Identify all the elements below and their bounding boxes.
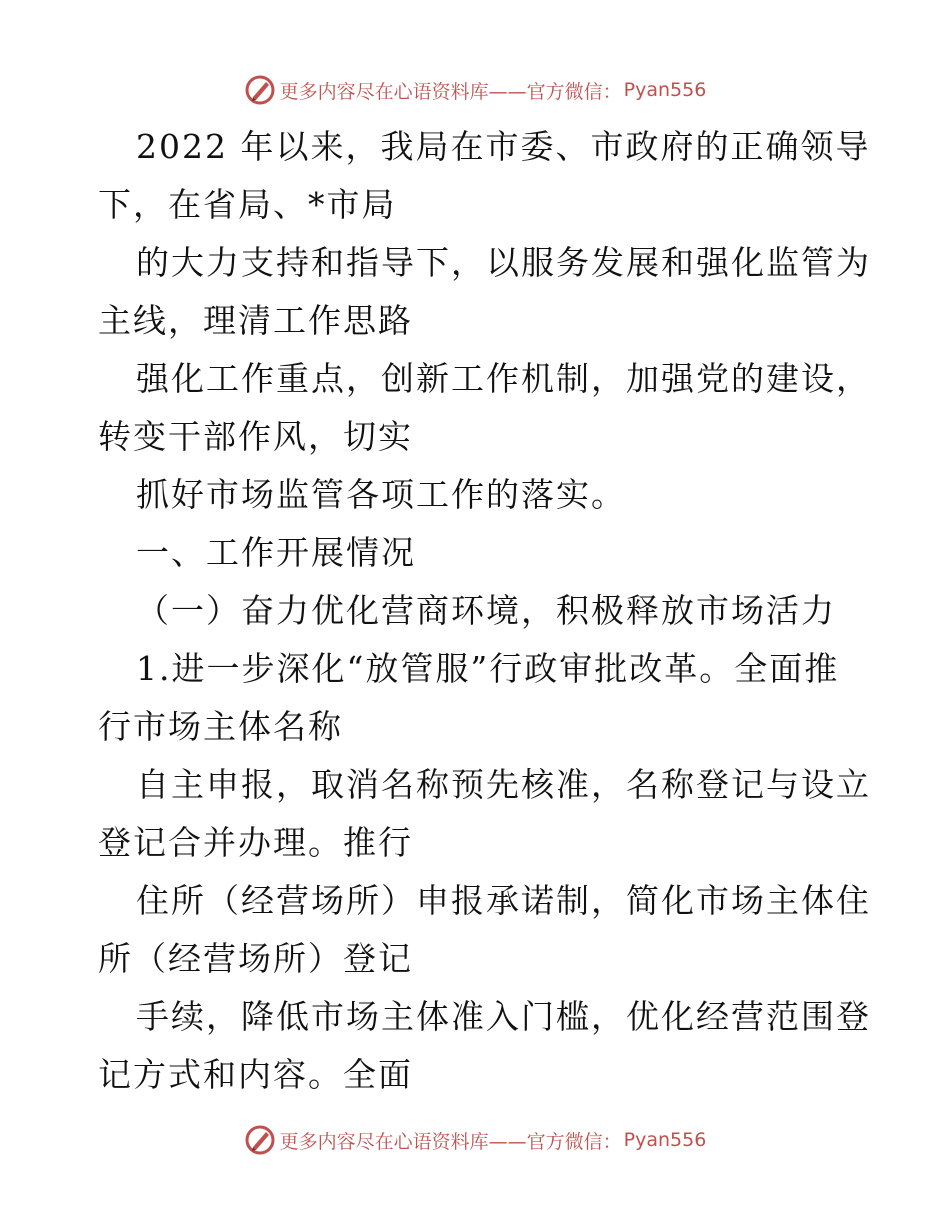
- text-line: 1.进一步深化“放管服”行政审批改革。全面推: [136, 649, 840, 688]
- text-line: 转变干部作风，切实: [98, 417, 413, 456]
- text-line: 下，在省局、*市局: [98, 185, 397, 224]
- text-line: 记方式和内容。全面: [98, 1055, 413, 1094]
- watermark-text: 更多内容尽在心语资料库——官方微信：: [279, 1130, 622, 1153]
- text-line: 手续，降低市场主体准入门槛，优化经营范围登: [136, 997, 871, 1036]
- text-line: 登记合并办理。推行: [98, 823, 413, 862]
- footer-watermark: [0, 1120, 950, 1160]
- text-line: 行市场主体名称: [98, 707, 343, 746]
- text-line: 的大力支持和指导下，以服务发展和强化监管为: [136, 243, 871, 282]
- watermark-wechat-id: Pyan556: [623, 1129, 707, 1151]
- watermark-text: 更多内容尽在心语资料库——官方微信：: [279, 80, 622, 103]
- section-heading: 一、工作开展情况: [136, 533, 416, 572]
- text-line: 主线，理清工作思路: [98, 301, 413, 340]
- text-line: 抓好市场监管各项工作的落实。: [136, 475, 626, 514]
- subsection-heading: （一）奋力优化营商环境，积极释放市场活力: [136, 591, 836, 630]
- pen-circle-logo-icon: [244, 74, 276, 106]
- document-body: [98, 118, 871, 1104]
- text-line: 所（经营场所）登记: [98, 939, 413, 978]
- text-line: 强化工作重点，创新工作机制，加强党的建设，: [136, 359, 871, 398]
- pen-circle-logo-icon: [244, 1124, 276, 1156]
- text-line: 2022 年以来，我局在市委、市政府的正确领导: [136, 127, 871, 166]
- text-line: 住所（经营场所）申报承诺制，简化市场主体住: [136, 881, 871, 920]
- watermark-wechat-id: Pyan556: [623, 79, 707, 101]
- header-watermark: [0, 70, 950, 110]
- text-line: 自主申报，取消名称预先核准，名称登记与设立: [136, 765, 871, 804]
